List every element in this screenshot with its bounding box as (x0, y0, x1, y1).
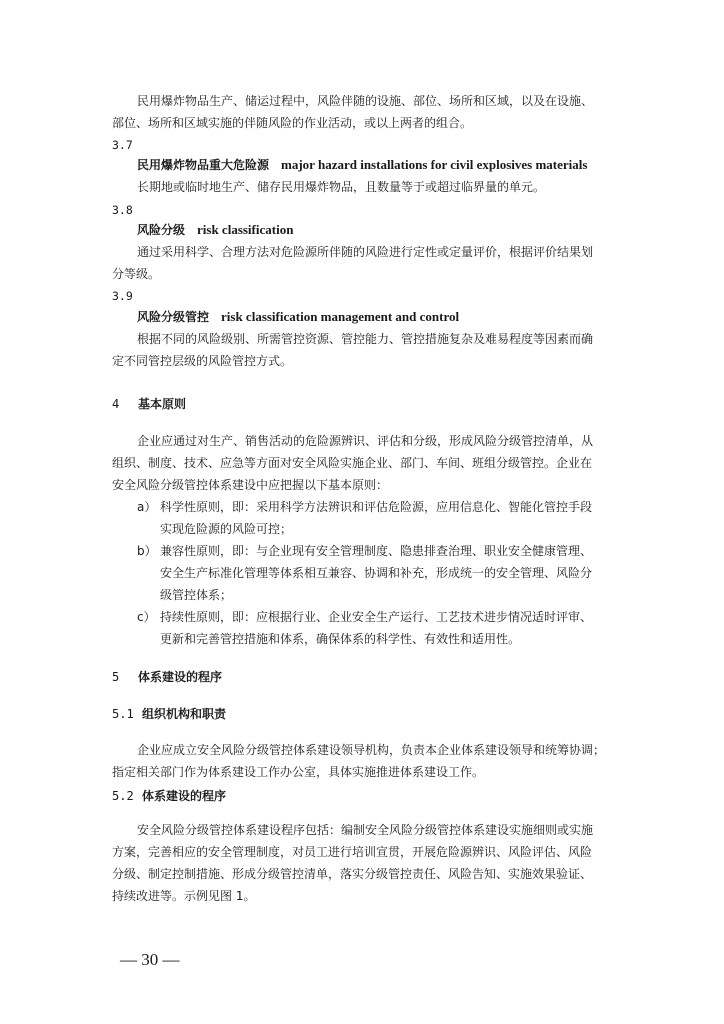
subsection-heading (112, 706, 226, 722)
list-item-line: 安全生产标准化管理等体系相互兼容、协调和补充，形成统一的安全管理、风险分 (160, 566, 593, 580)
subsection-heading (112, 788, 226, 804)
section-heading (112, 669, 222, 685)
paragraph-line: 安全风险分级管控体系建设中应把握以下基本原则： (112, 478, 389, 492)
term-english: major hazard installations for civil explosives materials (281, 157, 588, 172)
page-number: — 30 — (120, 950, 180, 969)
paragraph-line: 安全风险分级管控体系建设程序包括：编制安全风险分级管控体系建设实施细则或实施 (137, 823, 594, 837)
section-number: 5 (112, 670, 120, 684)
term-heading (137, 222, 293, 238)
list-item-line: 更新和完善管控措施和体系，确保体系的科学性、有效性和适用性。 (160, 632, 521, 646)
section-title: 体系建设的程序 (138, 670, 223, 684)
term-chinese: 风险分级 (137, 223, 186, 237)
subsection-title: 组织机构和职责 (142, 707, 227, 721)
term-english: risk classification (197, 222, 294, 237)
term-number: 3.9 (112, 289, 133, 303)
paragraph-line: 组织、制度、技术、应急等方面对安全风险实施企业、部门、车间、班组分级管控。企业在 (112, 456, 593, 470)
list-item-line: 兼容性原则，即：与企业现有安全管理制度、隐患排查治理、职业安全健康管理、 (160, 544, 593, 558)
definition-line: 根据不同的风险级别、所需管控资源、管控能力、管控措施复杂及难易程度等因素而确 (137, 332, 594, 346)
paragraph-line: 持续改进等。示例见图 1。 (112, 889, 256, 903)
subsection-number: 5.1 (112, 707, 134, 721)
paragraph-line: 方案，完善相应的安全管理制度，对员工进行培训宣贯，开展危险源辨识、风险评估、风险 (112, 845, 593, 859)
paragraph-line: 分级、制定控制措施、形成分级管控清单，落实分级管控责任、风险告知、实施效果验证、 (112, 867, 593, 881)
definition-line: 定不同管控层级的风险管控方式。 (112, 354, 293, 368)
term-english: risk classification management and control (221, 309, 460, 324)
definition-line: 通过采用科学、合理方法对危险源所伴随的风险进行定性或定量评价，根据评价结果划 (137, 245, 594, 259)
paragraph-line: 指定相关部门作为体系建设工作办公室，具体实施推进体系建设工作。 (112, 765, 485, 779)
list-item-line: 实现危险源的风险可控； (160, 522, 293, 536)
list-item-line: 科学性原则，即：采用科学方法辨识和评估危险源，应用信息化、智能化管控手段 (160, 500, 593, 514)
list-item-label: c） (137, 610, 156, 624)
list-item-line: 持续性原则，即：应根据行业、企业安全生产运行、工艺技术进步情况适时评审、 (160, 610, 593, 624)
subsection-number: 5.2 (112, 789, 134, 803)
paragraph-line: 民用爆炸物品生产、储运过程中，风险伴随的设施、部位、场所和区域，以及在设施、 (137, 94, 594, 108)
term-number: 3.7 (112, 138, 133, 152)
section-title: 基本原则 (138, 397, 187, 411)
term-heading (137, 309, 459, 325)
section-number: 4 (112, 397, 120, 411)
term-number: 3.8 (112, 203, 133, 217)
list-item-label: b） (137, 544, 157, 558)
section-heading (112, 396, 186, 412)
paragraph-line: 企业应通过对生产、销售活动的危险源辨识、评估和分级，形成风险分级管控清单，从 (137, 434, 594, 448)
paragraph-line: 企业应成立安全风险分级管控体系建设领导机构，负责本企业体系建设领导和统筹协调； (137, 743, 606, 757)
definition-line: 长期地或临时地生产、储存民用爆炸物品，且数量等于或超过临界量的单元。 (137, 180, 546, 194)
paragraph-line: 部位、场所和区域实施的伴随风险的作业活动，或以上两者的组合。 (112, 116, 473, 130)
subsection-title: 体系建设的程序 (142, 789, 227, 803)
term-heading (137, 157, 587, 173)
list-item-line: 级管控体系； (160, 588, 233, 602)
definition-line: 分等级。 (112, 267, 161, 281)
term-chinese: 民用爆炸物品重大危险源 (137, 158, 270, 172)
list-item-label: a） (137, 500, 157, 514)
term-chinese: 风险分级管控 (137, 310, 210, 324)
